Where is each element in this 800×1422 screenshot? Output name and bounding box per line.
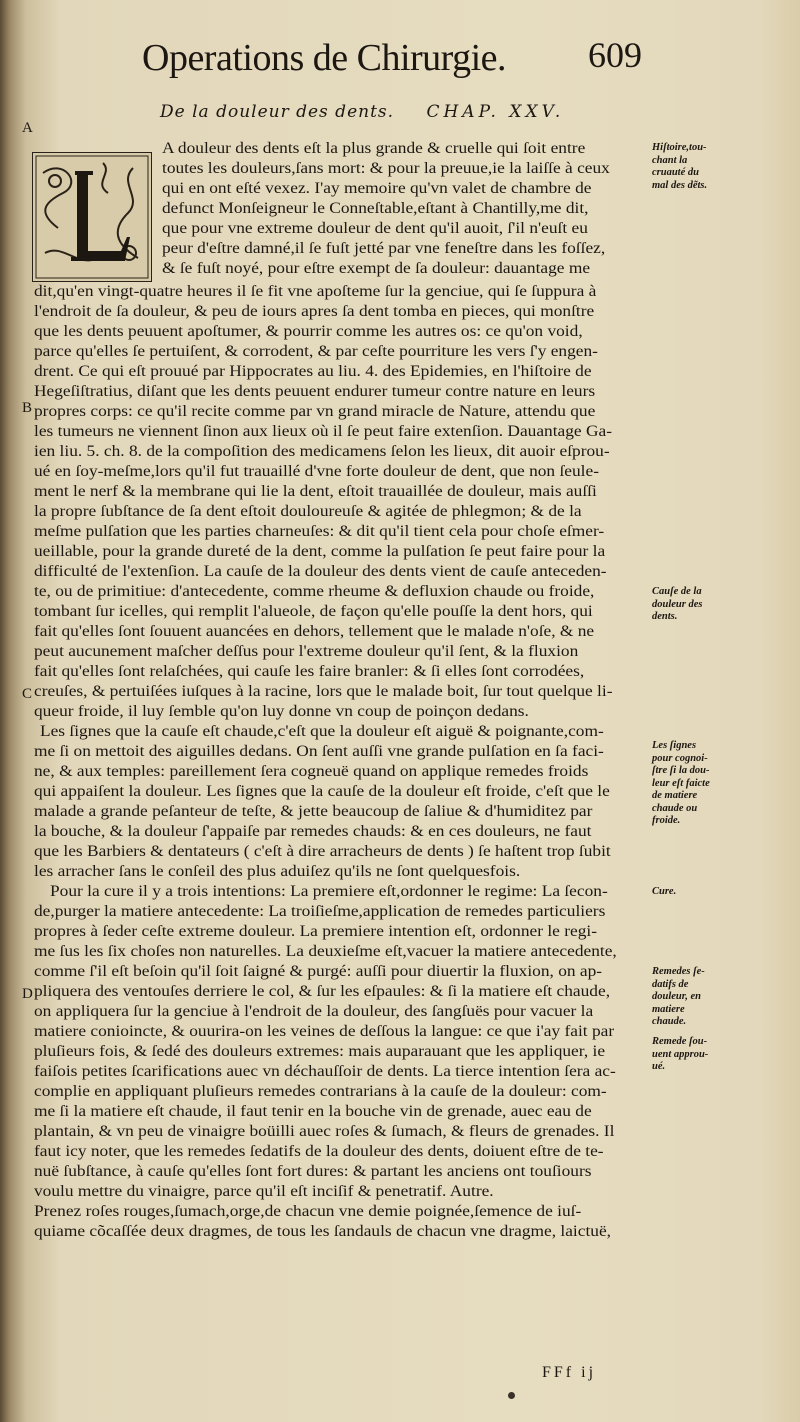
margin-letter-a: A [22,120,33,136]
text-line: tombant ſur icelles, qui remplit l'alueole, de façon qu'elle pouſſe la dent hors, qui [34,603,593,620]
margin-note-signes: Les ſignes pour cognoi- ſtre ſi la dou- leur eſt faicte de matiere chaude ou froide. [652,740,710,826]
text-line: pliquera des ventouſes derriere le col, & ſur les eſpaules: & ſi la matiere eſt chaude, [34,983,611,1000]
text-line: les tumeurs ne viennent ſinon aux lieux où il ſe peut faire extenſion. Dauantage Ga- [34,423,613,440]
ink-spot [508,1392,515,1399]
text-line: me ſus les ſix choſes non naturelles. La deuxieſme eſt,vacuer la matiere antecedente, [34,943,617,960]
text-line: de,purger la matiere antecedente: La troiſieſme,application de remedes particuliers [34,903,606,920]
margin-letter-b: B [22,400,33,416]
text-line: A douleur des dents eſt la plus grande & cruelle qui ſoit entre [162,140,586,157]
text-line: queur froide, il luy ſemble qu'on luy donne vn coup de poinçon dedans. [34,703,529,720]
text-line: peut aucunement maſcher deſſus pour l'extreme douleur qu'il ſent, & la fluxion [34,643,579,660]
text-line: ment le nerf & la membrane qui lie la dent, eſtoit trauaillée de douleur, mais auſſi [34,483,597,500]
text-line: fait qu'elles ſont relaſchées, qui cauſe les faire branler: & ſi elles ſont corrodées, [34,663,585,680]
text-line: peur d'eſtre damné,il ſe fuſt jetté par vne feneſtre dans les foſſez, [162,240,606,257]
text-line: meſme pulſation que les parties charneuſes: & dit qu'il tient cela pour choſe eſmer- [34,523,605,540]
text-line: ué en ſoy-meſme,lors qu'il fut trauaillé d'vne forte douleur de dent, que non ſeule- [34,463,599,480]
text-line: l'endroit de ſa douleur, & peu de iours apres ſa dent tomba en pieces, qui monſtre [34,303,595,320]
section-title: De la douleur des dents. [160,102,395,122]
margin-note-remede-approuve: Remede ſou- uent approu- ué. [652,1036,709,1072]
text-line: defunct Monſeigneur le Conneſtable,eſtant à Chantilly,me dit, [162,200,589,217]
text-line: ueillable, pour la grande dureté de la dent, comme la pulſation ſe peut faire pour la [34,543,606,560]
text-line: drent. Ce qui eſt prouué par Hippocrates au liu. 4. des Epidemies, en l'hiſtoire de [34,363,592,380]
text-line: quiame cõcaſſée deux dragmes, de tous les ſandauls de chacun vne dragme, laictuë, [34,1223,611,1240]
text-line: on appliquera ſur la genciue à l'endroit de la douleur, des ſangſuës pour vacuer la [34,1003,594,1020]
text-line: Les ſignes que la cauſe eſt chaude,c'eſt que la douleur eſt aiguë & poignante,com- [40,723,604,740]
margin-letter-c: C [22,686,33,702]
text-line: te, ou de primitiue: d'antecedente, comme rheume & defluxion chaude ou froide, [34,583,595,600]
text-line: Pour la cure il y a trois intentions: La premiere eſt,ordonner le regime: La ſecon- [50,883,608,900]
running-title: Operations de Chirurgie. [142,37,507,79]
text-line: faiſois petites ſcarifications auec vn déchauſſoir de dents. La tierce intention ſera ac- [34,1063,616,1080]
text-line: ien liu. 5. ch. 8. de la compoſition des medicamens ſelon les lieux, dit auoir eſprou- [34,443,610,460]
text-line: difficulté de l'extenſion. La cauſe de la douleur des dents vient de cauſe anteceden- [34,563,607,580]
text-line: toutes les douleurs,ſans mort: & pour la preuue,ie la laiſſe à ceux [162,160,610,177]
text-line: la propre ſubſtance de ſa dent eſtoit douloureuſe & agitée de phlegmon; & de la [34,503,582,520]
text-line: dit,qu'en vingt-quatre heures il ſe fit vne apoſteme ſur la genciue, qui ſe ſuppura à [34,283,597,300]
ornament-icon [33,153,151,281]
margin-note-cause: Cauſe de la douleur des dents. [652,586,703,622]
text-line: comme ſ'il eſt beſoin qu'il ſoit ſaigné & purgé: auſſi pour diuertir la fluxion, on ap- [34,963,603,980]
margin-note-cure: Cure. [652,886,677,897]
text-line: qui en ont eſté vexez. I'ay memoire qu'vn valet de chambre de [162,180,592,197]
margin-letter-d: D [22,986,33,1002]
text-line: me ſi on mettoit des aiguilles dedans. On ſent auſſi vne grande pulſation en ſa faci- [34,743,604,760]
text-line: faut icy noter, que les remedes ſedatifs de la douleur des dents, doiuent eſtre de te- [34,1143,604,1160]
margin-note-remedes: Remedes ſe- datifs de douleur, en matiere chaude. [652,966,705,1027]
text-line: propres à ſeder ceſte extreme douleur. La premiere intention eſt, ordonner le regi- [34,923,597,940]
text-line: Prenez roſes rouges,ſumach,orge,de chacun vne demie poignée,ſemence de iuſ- [34,1203,582,1220]
text-line: plantain, & vn peu de vinaigre boüilli auec roſes & ſumach, & fleurs de grenades. Il [34,1123,615,1140]
text-line: me ſi la matiere eſt chaude, il faut tenir en la bouche vin de grenade, auec eau de [34,1103,592,1120]
text-line: qui appaiſent la douleur. Les ſignes que la cauſe de la douleur eſt froide, c'eſt que le [34,783,610,800]
text-line: malade a grande peſanteur de teſte, & jette beaucoup de ſaliue & d'humiditez par [34,803,593,820]
chapter-heading [160,102,564,122]
text-line: nuë ſubſtance, à cauſe qu'elles ſont fort dures: & partant les anciens ont touſiours [34,1163,592,1180]
text-line: & ſe fuſt noyé, pour eſtre exempt de ſa douleur: dauantage me [162,260,591,277]
text-line: fait qu'elles ſont ſouuent auancées en dehors, tellement que le malade n'oſe, & ne [34,623,595,640]
text-line: que les dents peuuent apoſtumer, & pourrir comme les autres os: ce qu'on void, [34,323,583,340]
decorated-initial-l [32,152,152,282]
chapter-number: CHAP. XXV. [426,102,565,122]
text-line: complie en appliquant pluſieurs remedes contrarians à la cauſe de la douleur: com- [34,1083,607,1100]
signature-mark: FFf ij [542,1364,597,1381]
text-line: que pour vne extreme douleur de dent qu'il auoit, ſ'il n'euſt eu [162,220,588,237]
text-line: creuſes, & pertuiſées iuſques à la racine, lors que le malade boit, ſur tout quelque li- [34,683,613,700]
text-line: pluſieurs fois, & ſedé des douleurs extremes: mais auparauant que les appliquer, ie [34,1043,606,1060]
text-line: la bouche, & la douleur ſ'appaiſe par remedes chauds: & en ces douleurs, ne faut [34,823,592,840]
text-line: propres corps: ce qu'il recite comme par vn grand miracle de Nature, attendu que [34,403,596,420]
text-line: Hegeſiſtratius, diſant que les dents peuuent endurer tumeur contre nature en leurs [34,383,596,400]
text-line: voulu mettre du vinaigre, parce qu'il eſt inciſif & penetratif. Autre. [34,1183,494,1200]
text-line: ne, & aux temples: pareillement ſera cogneuë quand on applique remedes froids [34,763,589,780]
text-line: parce qu'elles ſe pertuiſent, & corrodent, & par ceſte pourriture les vers ſ'y engen- [34,343,598,360]
text-line: que les Barbiers & dentateurs ( c'eſt à dire arracheurs de dents ) ſe haſtent trop ſubit [34,843,611,860]
margin-note-histoire: Hiſtoire,tou- chant la cruauté du mal des dẽts. [652,142,708,191]
page-number: 609 [588,35,642,75]
text-line: les arracher ſans le conſeil des plus aduiſez qu'ils ne ſont quelquesfois. [34,863,521,880]
text-line: matiere conioincte, & ouurira-on les veines de deſſous la langue: ce que i'ay fait par [34,1023,615,1040]
